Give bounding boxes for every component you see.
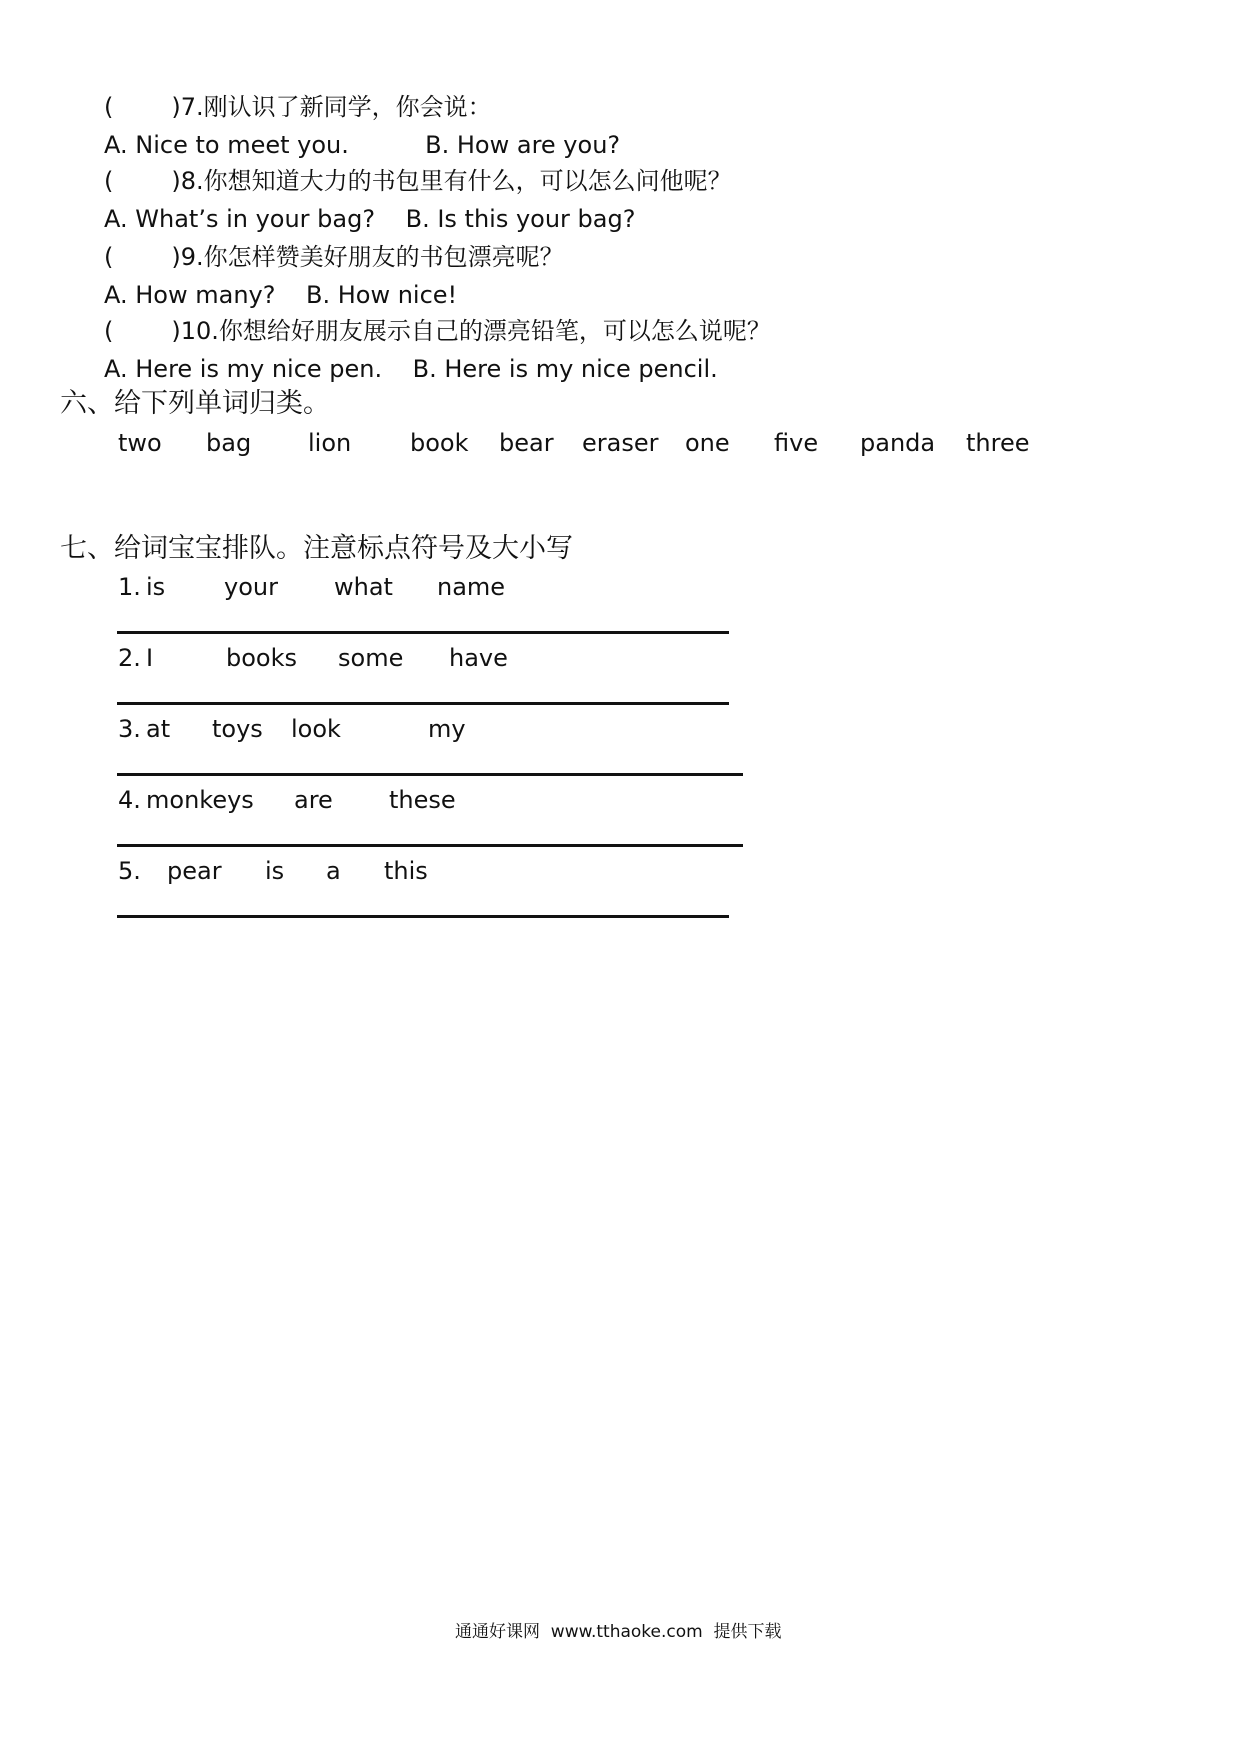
answer-paren-close: ) [171, 167, 181, 195]
answer-paren-close: ) [171, 317, 181, 345]
scrambled-word: some [338, 644, 404, 672]
question-9-options: A. How many? B. How nice! [104, 281, 458, 309]
word-bank-item: eraser [582, 429, 659, 457]
question-7-options: A. Nice to meet you. B. How are you? [104, 131, 621, 159]
answer-paren-close: ) [171, 93, 181, 121]
answer-paren-open: ( [104, 93, 114, 121]
item-number: 2. [118, 644, 141, 672]
answer-line[interactable] [117, 915, 729, 918]
answer-paren-open: ( [104, 317, 114, 345]
word-bank-item: bag [206, 429, 252, 457]
word-bank-item: book [410, 429, 469, 457]
question-7 [104, 92, 492, 122]
word-bank-item: lion [308, 429, 352, 457]
answer-line[interactable] [117, 844, 743, 847]
footer-credit: 通通好课网 www.tthaoke.com 提供下载 [455, 1622, 782, 1642]
answer-line[interactable] [117, 631, 729, 634]
section-7-title: 七、给词宝宝排队。注意标点符号及大小写 [60, 533, 573, 564]
word-bank-item: panda [860, 429, 936, 457]
item-number: 5. [118, 857, 141, 885]
question-9 [104, 242, 564, 272]
scrambled-word: a [326, 857, 341, 885]
question-text: 10.你想给好朋友展示自己的漂亮铅笔，可以怎么说呢？ [180, 317, 771, 345]
scrambled-word: books [226, 644, 298, 672]
question-10-options: A. Here is my nice pen. B. Here is my nice pencil. [104, 355, 718, 383]
scrambled-word: is [146, 573, 166, 601]
scrambled-word: at [146, 715, 171, 743]
scrambled-word: is [265, 857, 285, 885]
question-8 [104, 166, 732, 196]
item-number: 3. [118, 715, 141, 743]
question-8-options: A. What’s in your bag? B. Is this your bag? [104, 205, 636, 233]
answer-line[interactable] [117, 702, 729, 705]
answer-paren-close: ) [171, 243, 181, 271]
scrambled-word: look [291, 715, 341, 743]
word-bank-item: five [774, 429, 819, 457]
question-text: 7.刚认识了新同学，你会说： [180, 93, 492, 121]
scrambled-word: what [334, 573, 393, 601]
word-bank-item: two [118, 429, 162, 457]
scrambled-word: my [428, 715, 466, 743]
item-number: 4. [118, 786, 141, 814]
scrambled-word: have [449, 644, 508, 672]
answer-paren-open: ( [104, 243, 114, 271]
word-bank-item: bear [499, 429, 554, 457]
scrambled-word: your [224, 573, 278, 601]
scrambled-word: name [437, 573, 506, 601]
scrambled-word: I [146, 644, 154, 672]
item-number: 1. [118, 573, 141, 601]
scrambled-word: pear [167, 857, 222, 885]
scrambled-word: toys [212, 715, 263, 743]
answer-line[interactable] [117, 773, 743, 776]
question-10 [104, 316, 771, 346]
scrambled-word: these [389, 786, 456, 814]
question-text: 9.你怎样赞美好朋友的书包漂亮呢？ [180, 243, 564, 271]
word-bank-item: three [966, 429, 1030, 457]
section-6-title: 六、给下列单词归类。 [60, 388, 330, 419]
scrambled-word: monkeys [146, 786, 254, 814]
question-text: 8.你想知道大力的书包里有什么，可以怎么问他呢？ [180, 167, 732, 195]
answer-paren-open: ( [104, 167, 114, 195]
word-bank-item: one [685, 429, 730, 457]
scrambled-word: are [294, 786, 333, 814]
scrambled-word: this [384, 857, 428, 885]
